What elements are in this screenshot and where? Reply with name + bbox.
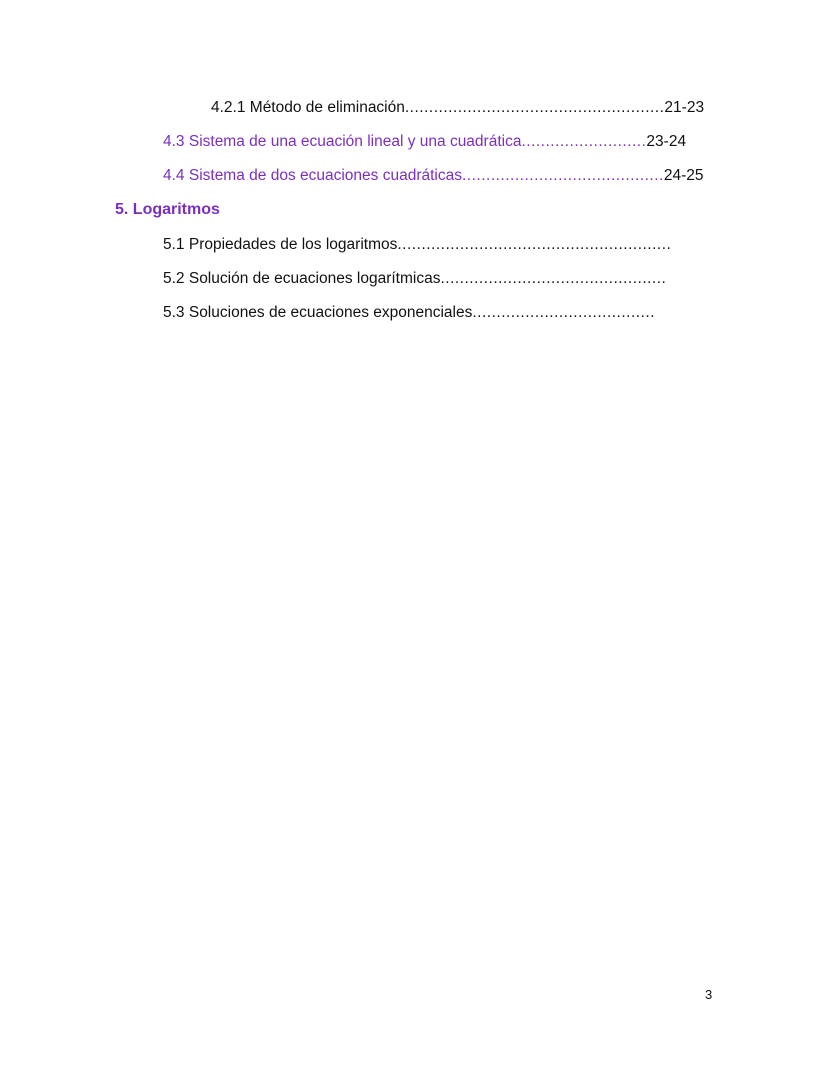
page-number: 3 [705, 987, 713, 1002]
toc-entry-5-1[interactable] [163, 235, 671, 255]
toc-leader-dots: .......................................... [461, 167, 664, 184]
toc-leader-dots: ......................................................... [397, 236, 672, 253]
toc-entry-label: 4.2.1 Método de eliminación [211, 99, 405, 116]
toc-entry-5-2[interactable] [163, 269, 666, 289]
toc-entry-pages: 21-23 [664, 99, 705, 116]
toc-entry-label: 5.3 Soluciones de ecuaciones exponenciales [163, 304, 473, 321]
toc-leader-dots: ............................................... [440, 270, 667, 287]
toc-entry-4-4[interactable] [163, 166, 704, 186]
toc-entry-label: 5.1 Propiedades de los logaritmos [163, 236, 398, 253]
toc-heading-logaritmos[interactable]: 5. Logaritmos [115, 201, 220, 218]
toc-leader-dots: ...................................................... [404, 99, 665, 116]
toc-entry-label: 4.4 Sistema de dos ecuaciones cuadráticas [163, 167, 462, 184]
toc-entry-4-3[interactable] [163, 132, 686, 152]
toc-entry-label: 4.3 Sistema de una ecuación lineal y una cuadrática [163, 133, 522, 150]
toc-leader-dots: ...................................... [472, 304, 656, 321]
toc-entry-5-3[interactable] [163, 303, 655, 323]
toc-entry-4-2-1[interactable] [211, 98, 704, 118]
toc-entry-pages: 24-25 [663, 167, 704, 184]
toc-entry-label: 5.2 Solución de ecuaciones logarítmicas [163, 270, 441, 287]
toc-leader-dots: .......................... [521, 133, 647, 150]
toc-entry-pages: 23-24 [646, 133, 687, 150]
